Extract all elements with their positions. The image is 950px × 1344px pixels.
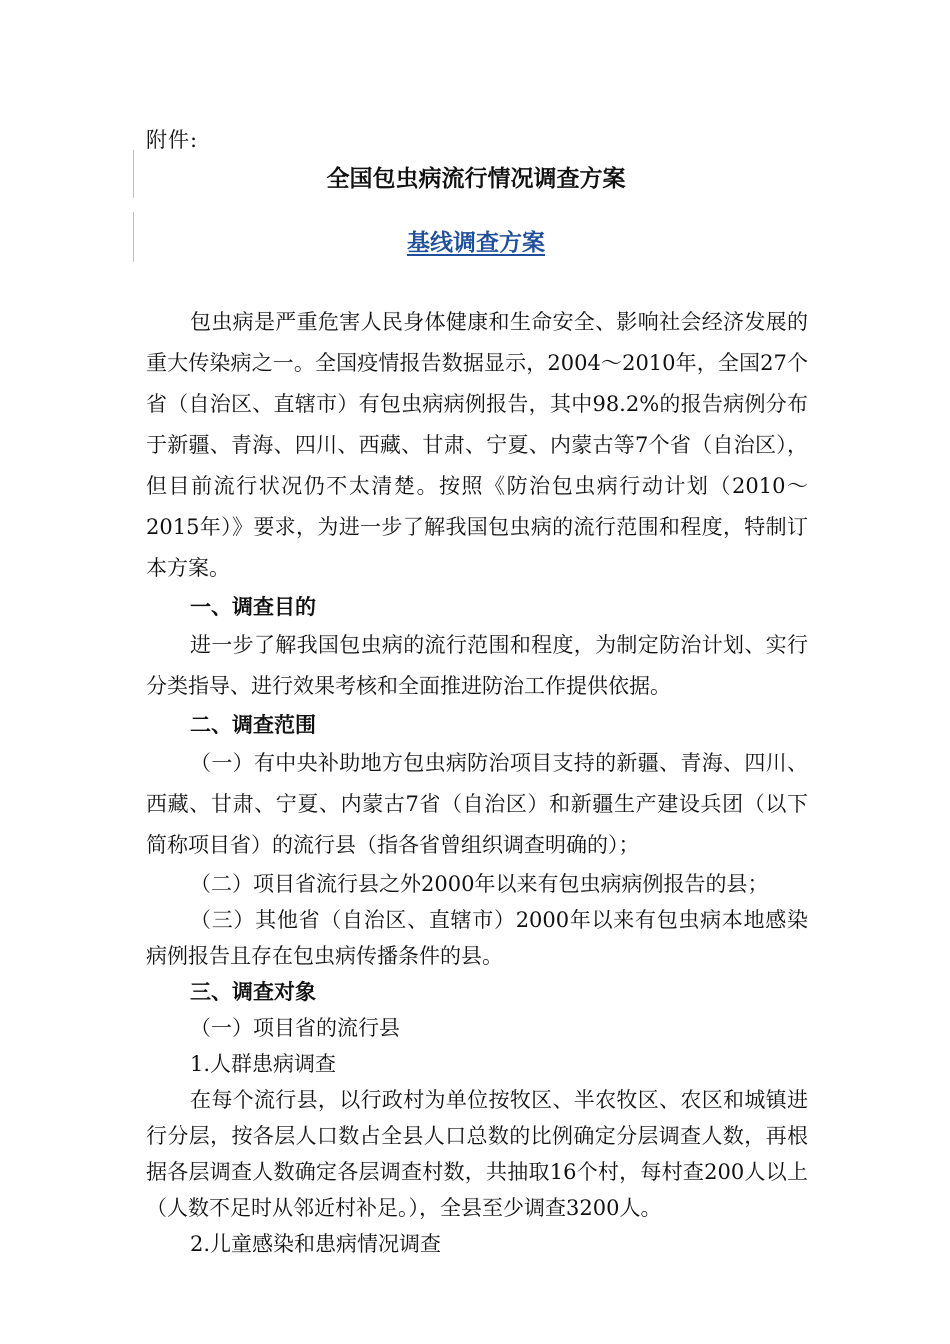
scope-item-3: （三）其他省（自治区、直辖市）2000年以来有包虫病本地感染病例报告且存在包虫病传播条件的县。	[146, 908, 808, 968]
section-heading-subjects: 三、调查对象	[190, 980, 316, 1004]
document-body	[146, 302, 808, 1262]
section-heading-scope: 二、调查范围	[190, 713, 316, 737]
section-heading-purpose: 一、调查目的	[190, 595, 316, 619]
subsection-children-survey: 2.儿童感染和患病情况调查	[190, 1232, 442, 1256]
intro-paragraph: 包虫病是严重危害人民身体健康和生命安全、影响社会经济发展的重大传染病之一。全国疫情报告数据显示，2004～2010年，全国27个省（自治区、直辖市）有包虫病病例报告，其中98.2%的报告病例分布于新疆、青海、四川、西藏、甘肃、宁夏、内蒙古等7个省（自治区），但目前流行状况仍不太清楚。按照《防治包虫病行动计划（2010～2015年）》要求，为进一步了解我国包虫病的流行范围和程度，特制订本方案。	[146, 310, 808, 580]
attachment-label: 附件:	[146, 128, 199, 152]
document-title: 全国包虫病流行情况调查方案	[326, 166, 626, 192]
scope-item-1: （一）有中央补助地方包虫病防治项目支持的新疆、青海、四川、西藏、甘肃、宁夏、内蒙古7省（自治区）和新疆生产建设兵团（以下简称项目省）的流行县（指各省曾组织调查明确的）；	[146, 751, 808, 857]
purpose-paragraph: 进一步了解我国包虫病的流行范围和程度，为制定防治计划、实行分类指导、进行效果考核和全面推进防治工作提供依据。	[146, 633, 808, 698]
population-survey-paragraph: 在每个流行县，以行政村为单位按牧区、半农牧区、农区和城镇进行分层，按各层人口数占全县人口总数的比例确定分层调查人数，再根据各层调查人数确定各层调查村数，共抽取16个村，每村查200人以上（人数不足时从邻近村补足。），全县至少调查3200人。	[146, 1088, 808, 1220]
document-subtitle-link[interactable]: 基线调查方案	[407, 230, 545, 256]
margin-change-bar	[133, 212, 134, 262]
subsection-population-survey: 1.人群患病调查	[190, 1052, 337, 1076]
margin-change-bar	[133, 150, 134, 198]
scope-item-2: （二）项目省流行县之外2000年以来有包虫病病例报告的县；	[190, 872, 769, 896]
subjects-item-1: （一）项目省的流行县	[190, 1016, 400, 1040]
